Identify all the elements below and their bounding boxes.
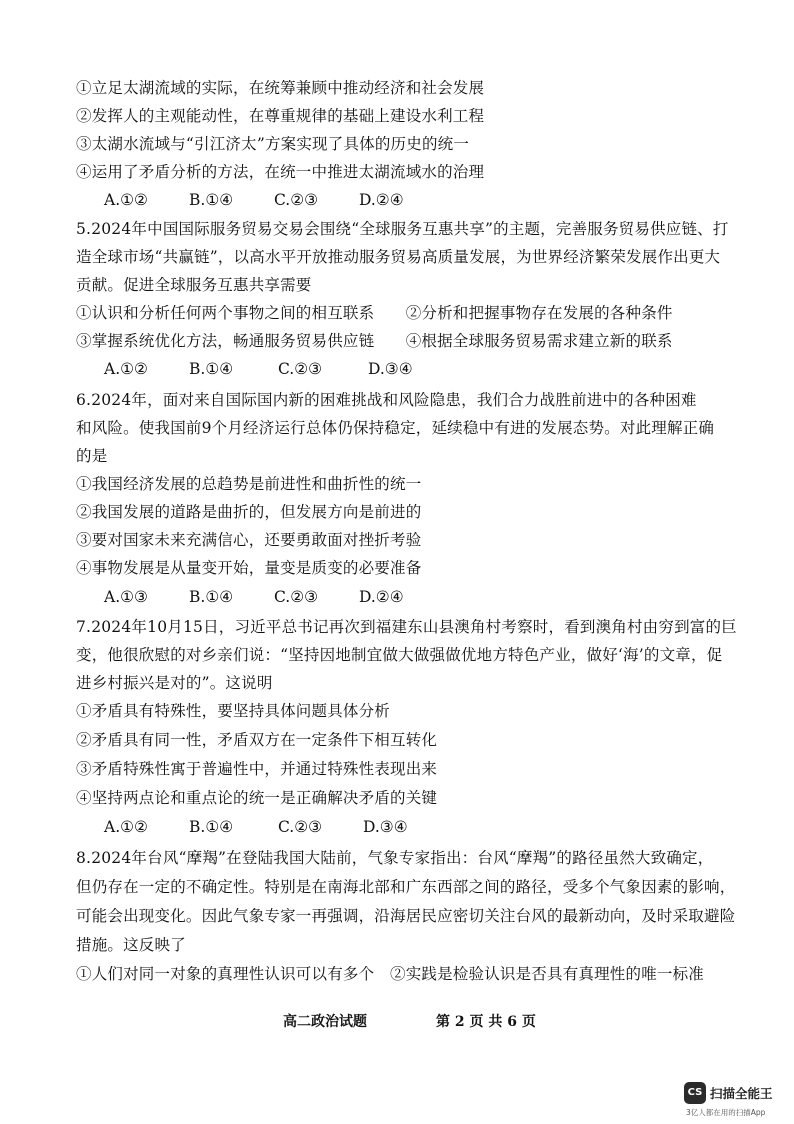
- q5-statements-3-4: ③掌握系统优化方法，畅通服务贸易供应链 ④根据全球服务贸易需求建立新的联系: [76, 332, 673, 350]
- q7-stem-line-2: 变，他很欣慰的对乡亲们说：“坚持因地制宜做大做强做优地方特色产业，做好‘海’的文章，促: [76, 646, 723, 664]
- q5-stem-line-1: 5.2024年中国国际服务贸易交易会围绕“全球服务互惠共享”的主题，完善服务贸易供应链、打: [76, 220, 729, 238]
- q6-option-c: C.②③: [274, 588, 319, 606]
- q8-stem-line-2: 但仍存在一定的不确定性。特别是在南海北部和广东西部之间的路径，受多个气象因素的影响，: [76, 878, 736, 896]
- q5-option-d: D.③④: [368, 360, 413, 378]
- q6-statement-4: ④事物发展是从量变开始，量变是质变的必要准备: [76, 559, 422, 577]
- q4-statement-1: ①立足太湖流域的实际，在统筹兼顾中推动经济和社会发展: [76, 79, 485, 97]
- q7-statement-4: ④坚持两点论和重点论的统一是正确解决矛盾的关键: [76, 789, 438, 807]
- q4-statement-4: ④运用了矛盾分析的方法，在统一中推进太湖流域水的治理: [76, 163, 485, 181]
- q6-stem-line-1: 6.2024年，面对来自国际国内新的困难挑战和风险隐患，我们合力战胜前进中的各种困难: [76, 391, 697, 409]
- q4-option-c: C.②③: [274, 191, 319, 209]
- watermark-title: 扫描全能王: [710, 1086, 773, 1101]
- q8-statements-1-2: ①人们对同一对象的真理性认识可以有多个 ②实践是检验认识是否具有真理性的唯一标准: [76, 965, 705, 983]
- q7-option-b: B.①④: [189, 818, 234, 836]
- q7-statement-2: ②矛盾具有同一性，矛盾双方在一定条件下相互转化: [76, 731, 438, 749]
- q7-option-a: A.①②: [104, 818, 148, 836]
- q7-option-d: D.③④: [363, 818, 408, 836]
- q5-option-b: B.①④: [189, 360, 234, 378]
- q5-option-a: A.①②: [104, 360, 148, 378]
- q7-stem-line-3: 进乡村振兴是对的”。这说明: [76, 674, 273, 692]
- q4-option-d: D.②④: [359, 191, 404, 209]
- q6-option-d: D.②④: [359, 588, 404, 606]
- watermark-subtitle: 3亿人都在用的扫描App: [686, 1108, 766, 1117]
- q6-option-b: B.①④: [189, 588, 234, 606]
- q7-stem-line-1: 7.2024年10月15日，习近平总书记再次到福建东山县澳角村考察时，看到澳角村由穷到富的巨: [76, 618, 737, 636]
- q7-statement-1: ①矛盾具有特殊性，要坚持具体问题具体分析: [76, 702, 391, 720]
- footer-subject: 高二政治试题: [283, 1014, 367, 1030]
- camscanner-logo-icon: CS: [684, 1082, 706, 1104]
- q4-statement-3: ③太湖水流域与“引江济太”方案实现了具体的历史的统一: [76, 135, 470, 153]
- q5-option-c: C.②③: [278, 360, 323, 378]
- q4-option-b: B.①④: [189, 191, 234, 209]
- q7-option-c: C.②③: [278, 818, 323, 836]
- q6-statement-3: ③要对国家未来充满信心，还要勇敢面对挫折考验: [76, 531, 422, 549]
- q5-statements-1-2: ①认识和分析任何两个事物之间的相互联系 ②分析和把握事物存在发展的各种条件: [76, 304, 673, 322]
- footer-page-number: 第 2 页 共 6 页: [436, 1014, 536, 1030]
- q4-statement-2: ②发挥人的主观能动性，在尊重规律的基础上建设水利工程: [76, 107, 485, 125]
- q6-stem-line-3: 的是: [76, 447, 108, 465]
- q5-stem-line-2: 造全球市场“共赢链”，以高水平开放推动服务贸易高质量发展，为世界经济繁荣发展作出更大: [76, 248, 721, 266]
- q4-option-a: A.①②: [104, 191, 148, 209]
- q8-stem-line-3: 可能会出现变化。因此气象专家一再强调，沿海居民应密切关注台风的最新动向，及时采取避险: [76, 907, 736, 925]
- q5-stem-line-3: 贡献。促进全球服务互惠共享需要: [76, 276, 312, 294]
- q8-stem-line-4: 措施。这反映了: [76, 936, 186, 954]
- scanner-watermark: [684, 1082, 788, 1120]
- q6-statement-2: ②我国发展的道路是曲折的，但发展方向是前进的: [76, 503, 422, 521]
- q6-stem-line-2: 和风险。使我国前9个月经济运行总体仍保持稳定，延续稳中有进的发展态势。对此理解正确: [76, 419, 715, 437]
- q7-statement-3: ③矛盾特殊性寓于普遍性中，并通过特殊性表现出来: [76, 760, 438, 778]
- q8-stem-line-1: 8.2024年台风“摩羯”在登陆我国大陆前，气象专家指出：台风“摩羯”的路径虽然大致确定，: [76, 849, 714, 867]
- q6-option-a: A.①③: [104, 588, 148, 606]
- q6-statement-1: ①我国经济发展的总趋势是前进性和曲折性的统一: [76, 475, 422, 493]
